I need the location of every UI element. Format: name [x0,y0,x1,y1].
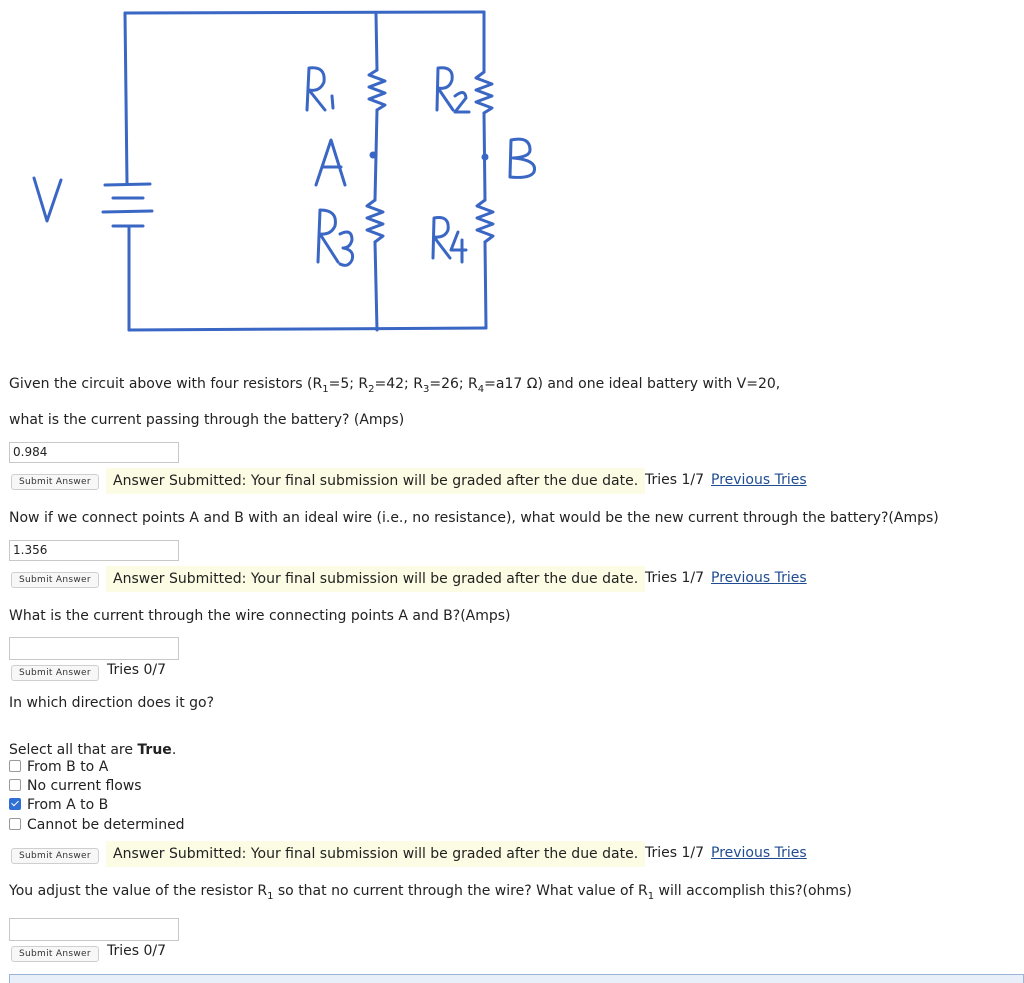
label-v-strokes [34,178,61,221]
node-b-dot [482,154,489,161]
q4-tries-count: Tries 1/7 [645,845,705,861]
q2-answer-field[interactable]: 1.356 [9,540,179,561]
q2-submit-button[interactable]: Submit Answer [11,572,99,588]
label-r3-strokes [318,210,353,265]
q4-submitted-status: Answer Submitted: Your final submission will be graded after the due date. [106,841,645,867]
circuit-diagram [0,0,600,345]
q5-tries-count: Tries 0/7 [107,943,167,959]
q3-answer-field[interactable] [9,637,179,660]
circuit-resistor-r1 [369,70,385,110]
q2-submitted-status: Answer Submitted: Your final submission will be graded after the due date. [106,566,645,592]
q2-tries-count: Tries 1/7 [645,570,705,586]
label-r4-strokes [433,218,466,263]
q2-previous-tries-link[interactable]: Previous Tries [711,570,807,586]
q1-submitted-status: Answer Submitted: Your final submission will be graded after the due date. [106,468,645,494]
circuit-wire-left-upper [125,13,127,183]
circuit-wire-bottom [129,328,486,330]
node-a-dot [370,152,377,159]
label-r1-strokes [307,68,333,110]
q1-submit-button[interactable]: Submit Answer [11,474,99,490]
q4-submit-button[interactable]: Submit Answer [11,848,99,864]
checkbox-unchecked[interactable] [9,760,21,772]
label-r2-strokes [437,68,469,112]
q4-question: In which direction does it go? [9,695,215,711]
q4-option-no-current[interactable]: No current flows [9,778,142,796]
q4-option-cannot-determine[interactable]: Cannot be determined [9,817,185,835]
q4-select-instruction: Select all that are True. [9,742,177,758]
circuit-resistor-r2 [476,72,492,113]
q4-option-b-to-a[interactable]: From B to A [9,759,108,777]
q1-circuit-description: Given the circuit above with four resistors ($R_1=5$; $R_2=42$; $R_3=26$; $R_4=a17$ Ω) and one ideal battery with V=20, [9,376,781,395]
checkbox-unchecked[interactable] [9,818,21,830]
battery-plate-1 [105,184,150,185]
circuit-wire-top [125,12,484,13]
q5-answer-field[interactable] [9,918,179,941]
q1-answer-field[interactable]: 0.984 [9,442,179,463]
q5-submit-button[interactable]: Submit Answer [11,946,99,962]
q5-question: You adjust the value of the resistor $R_1$ so that no current through the wire? What value of $R_1$ will accomplish this?(ohms) [9,883,852,902]
label-a-strokes [316,140,345,185]
circuit-resistor-r4 [477,200,493,242]
checkbox-unchecked[interactable] [9,779,21,791]
q3-tries-count: Tries 0/7 [107,662,167,678]
q4-option-a-to-b[interactable]: From A to B [9,797,108,815]
q1-question: what is the current passing through the battery? (Amps) [9,412,405,428]
q1-previous-tries-link[interactable]: Previous Tries [711,472,807,488]
circuit-resistor-r3 [367,200,383,242]
circuit-wire-right-bottom [485,242,486,328]
q4-previous-tries-link[interactable]: Previous Tries [711,845,807,861]
checkbox-checked[interactable] [9,798,21,810]
q3-submit-button[interactable]: Submit Answer [11,665,99,681]
q3-question: What is the current through the wire connecting points A and B?(Amps) [9,608,511,624]
next-section-bar [9,974,1024,983]
q1-tries-count: Tries 1/7 [645,472,705,488]
battery-plate-3 [103,211,152,212]
q2-question: Now if we connect points A and B with an ideal wire (i.e., no resistance), what would be the new current through the battery?(Amps) [9,510,939,526]
circuit-wire-middle-top [376,14,377,70]
circuit-wire-middle-bottom [375,242,377,330]
label-b-strokes [510,139,535,177]
